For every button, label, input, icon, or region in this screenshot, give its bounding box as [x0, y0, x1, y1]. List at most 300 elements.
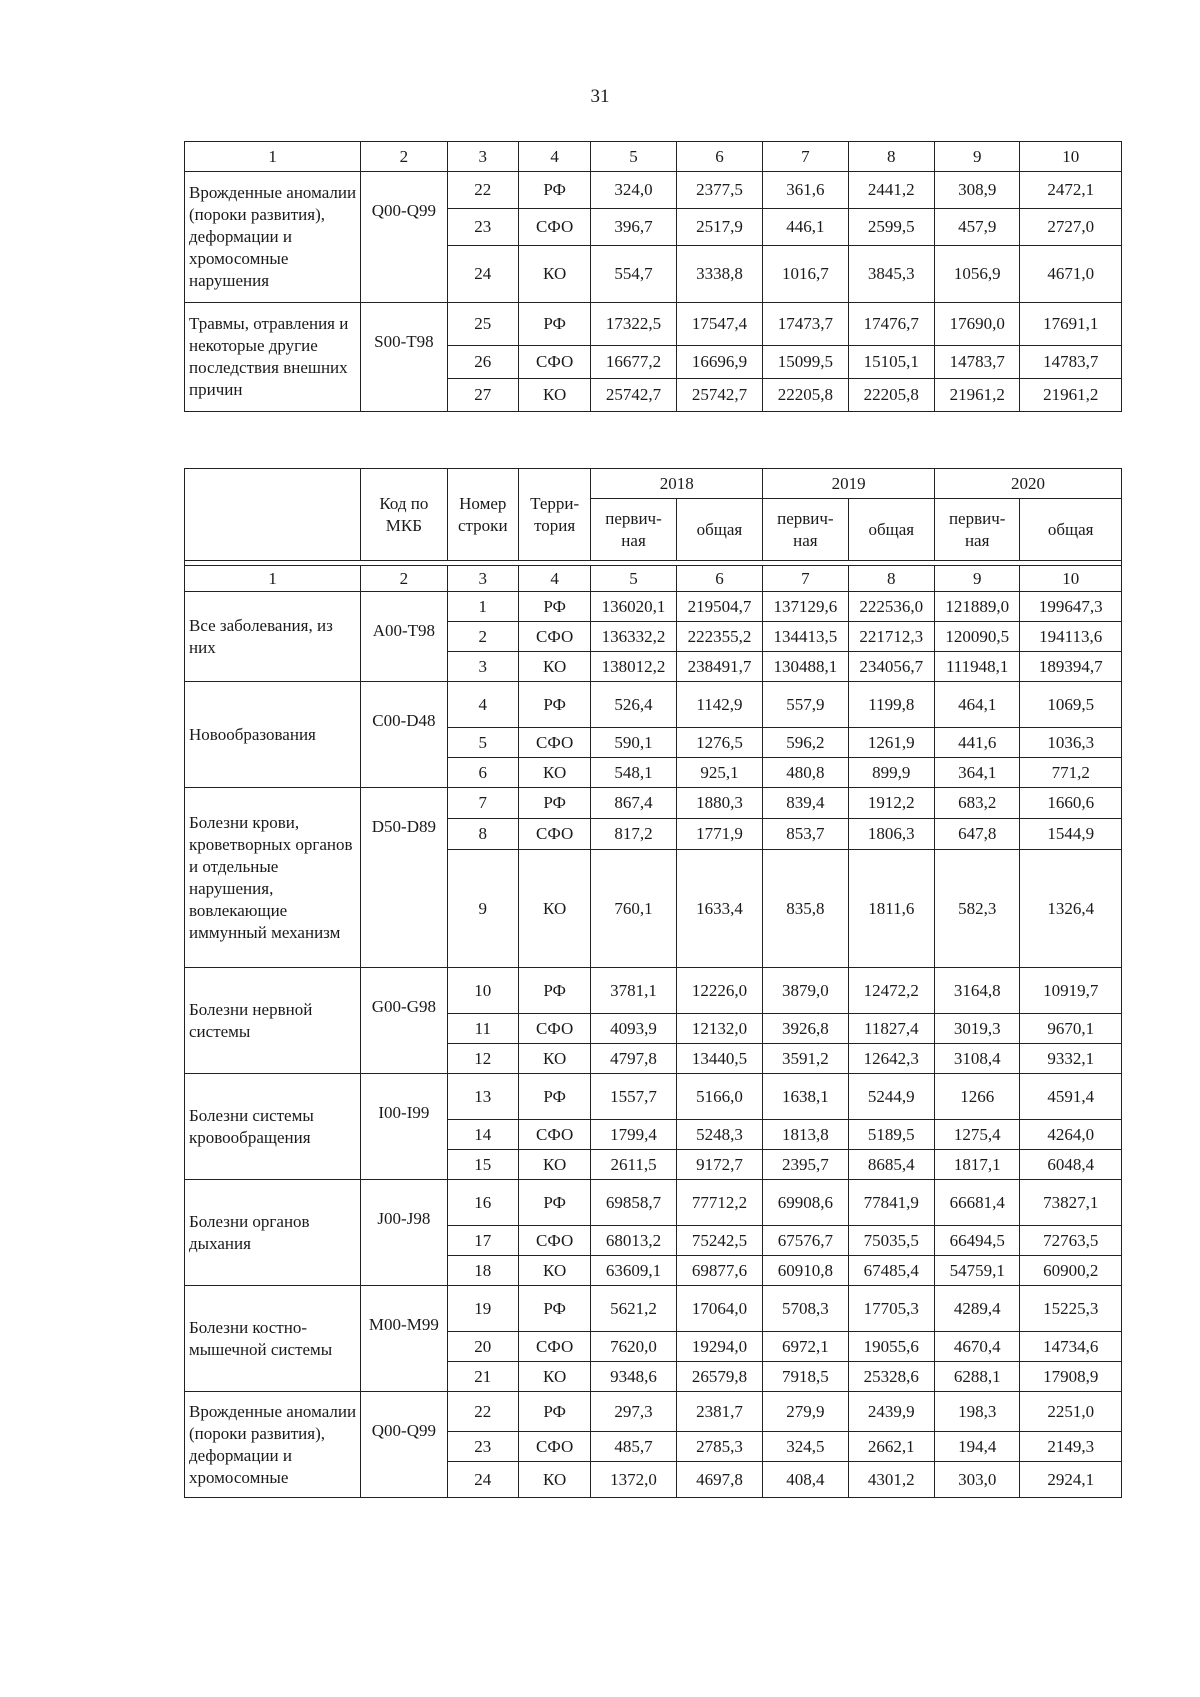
column-number-6: 6 [676, 142, 762, 172]
column-number-1: 1 [185, 566, 361, 592]
value-cell: 130488,1 [763, 652, 848, 682]
value-cell: 16696,9 [676, 346, 762, 379]
value-cell: 75242,5 [676, 1226, 762, 1256]
column-number-4: 4 [518, 142, 590, 172]
value-cell: 2441,2 [848, 172, 934, 209]
value-cell: 137129,6 [763, 592, 848, 622]
value-cell: 408,4 [763, 1462, 848, 1498]
header-year-2020: 2020 [935, 469, 1122, 499]
value-cell: 15099,5 [763, 346, 848, 379]
value-cell: 361,6 [763, 172, 848, 209]
disease-name: Болезни системы кровообращения [185, 1074, 361, 1180]
value-cell: 1266 [935, 1074, 1020, 1120]
value-cell: 590,1 [591, 728, 676, 758]
value-cell: 853,7 [763, 819, 848, 850]
territory: КО [518, 246, 590, 303]
line-number: 5 [447, 728, 518, 758]
value-cell: 760,1 [591, 850, 676, 968]
territory: СФО [518, 1432, 590, 1462]
value-cell: 526,4 [591, 682, 676, 728]
table-row [185, 172, 1122, 209]
territory: СФО [518, 209, 590, 246]
value-cell: 3164,8 [935, 968, 1020, 1014]
icd-code: A00-T98 [361, 592, 447, 682]
value-cell: 548,1 [591, 758, 676, 788]
value-cell: 17322,5 [591, 303, 676, 346]
line-number: 16 [447, 1180, 518, 1226]
value-cell: 1544,9 [1020, 819, 1122, 850]
value-cell: 12226,0 [676, 968, 762, 1014]
column-number-row [185, 566, 1122, 592]
value-cell: 189394,7 [1020, 652, 1122, 682]
disease-name: Врожденные аномалии (пороки развития), деформации и хромосомные [185, 1392, 361, 1498]
value-cell: 2149,3 [1020, 1432, 1122, 1462]
value-cell: 194,4 [935, 1432, 1020, 1462]
value-cell: 1811,6 [848, 850, 934, 968]
value-cell: 2662,1 [848, 1432, 934, 1462]
table-row [185, 1180, 1122, 1226]
value-cell: 19055,6 [848, 1332, 934, 1362]
line-number: 3 [447, 652, 518, 682]
value-cell: 683,2 [935, 788, 1020, 819]
column-number-1: 1 [185, 142, 361, 172]
value-cell: 12642,3 [848, 1044, 934, 1074]
value-cell: 480,8 [763, 758, 848, 788]
value-cell: 554,7 [591, 246, 676, 303]
value-cell: 557,9 [763, 682, 848, 728]
territory: КО [518, 379, 590, 412]
territory: РФ [518, 1180, 590, 1226]
value-cell: 21961,2 [935, 379, 1020, 412]
territory: СФО [518, 1332, 590, 1362]
territory: СФО [518, 622, 590, 652]
territory: СФО [518, 346, 590, 379]
value-cell: 111948,1 [935, 652, 1020, 682]
value-cell: 1036,3 [1020, 728, 1122, 758]
value-cell: 464,1 [935, 682, 1020, 728]
value-cell: 324,5 [763, 1432, 848, 1462]
column-number-8: 8 [848, 142, 934, 172]
territory: КО [518, 1044, 590, 1074]
value-cell: 3926,8 [763, 1014, 848, 1044]
value-cell: 4670,4 [935, 1332, 1020, 1362]
value-cell: 1638,1 [763, 1074, 848, 1120]
value-cell: 279,9 [763, 1392, 848, 1432]
value-cell: 5189,5 [848, 1120, 934, 1150]
value-cell: 2785,3 [676, 1432, 762, 1462]
value-cell: 3108,4 [935, 1044, 1020, 1074]
value-cell: 238491,7 [676, 652, 762, 682]
value-cell: 308,9 [935, 172, 1020, 209]
value-cell: 6972,1 [763, 1332, 848, 1362]
territory: РФ [518, 682, 590, 728]
value-cell: 17476,7 [848, 303, 934, 346]
value-cell: 60900,2 [1020, 1256, 1122, 1286]
value-cell: 5244,9 [848, 1074, 934, 1120]
column-number-2: 2 [361, 566, 447, 592]
value-cell: 17705,3 [848, 1286, 934, 1332]
value-cell: 1069,5 [1020, 682, 1122, 728]
table-row [185, 592, 1122, 622]
disease-name: Болезни костно-мышечной системы [185, 1286, 361, 1392]
value-cell: 1660,6 [1020, 788, 1122, 819]
value-cell: 1557,7 [591, 1074, 676, 1120]
value-cell: 6288,1 [935, 1362, 1020, 1392]
value-cell: 1326,4 [1020, 850, 1122, 968]
line-number: 6 [447, 758, 518, 788]
disease-name: Болезни органов дыхания [185, 1180, 361, 1286]
line-number: 24 [447, 246, 518, 303]
line-number: 22 [447, 172, 518, 209]
value-cell: 199647,3 [1020, 592, 1122, 622]
value-cell: 25742,7 [676, 379, 762, 412]
value-cell: 817,2 [591, 819, 676, 850]
value-cell: 324,0 [591, 172, 676, 209]
value-cell: 6048,4 [1020, 1150, 1122, 1180]
value-cell: 2599,5 [848, 209, 934, 246]
line-number: 2 [447, 622, 518, 652]
header-icd-code: Код по МКБ [361, 469, 447, 561]
value-cell: 7620,0 [591, 1332, 676, 1362]
value-cell: 1276,5 [676, 728, 762, 758]
value-cell: 26579,8 [676, 1362, 762, 1392]
value-cell: 4093,9 [591, 1014, 676, 1044]
disease-name: Болезни крови, кроветворных органов и отдельные нарушения, вовлекающие иммунный механизм [185, 788, 361, 968]
value-cell: 5166,0 [676, 1074, 762, 1120]
value-cell: 3879,0 [763, 968, 848, 1014]
value-cell: 221712,3 [848, 622, 934, 652]
value-cell: 1372,0 [591, 1462, 676, 1498]
value-cell: 138012,2 [591, 652, 676, 682]
table-row [185, 682, 1122, 728]
value-cell: 8685,4 [848, 1150, 934, 1180]
column-number-8: 8 [848, 566, 934, 592]
table-row [185, 968, 1122, 1014]
value-cell: 17691,1 [1020, 303, 1122, 346]
value-cell: 75035,5 [848, 1226, 934, 1256]
line-number: 19 [447, 1286, 518, 1332]
value-cell: 72763,5 [1020, 1226, 1122, 1256]
value-cell: 457,9 [935, 209, 1020, 246]
value-cell: 222536,0 [848, 592, 934, 622]
column-number-3: 3 [447, 142, 518, 172]
line-number: 15 [447, 1150, 518, 1180]
line-number: 14 [447, 1120, 518, 1150]
territory: СФО [518, 1014, 590, 1044]
value-cell: 1799,4 [591, 1120, 676, 1150]
column-number-7: 7 [763, 566, 848, 592]
value-cell: 2727,0 [1020, 209, 1122, 246]
value-cell: 198,3 [935, 1392, 1020, 1432]
line-number: 22 [447, 1392, 518, 1432]
header-line-number: Номер строки [447, 469, 518, 561]
icd-code: J00-J98 [361, 1180, 447, 1286]
territory: КО [518, 1150, 590, 1180]
value-cell: 21961,2 [1020, 379, 1122, 412]
line-number: 27 [447, 379, 518, 412]
value-cell: 1275,4 [935, 1120, 1020, 1150]
value-cell: 9172,7 [676, 1150, 762, 1180]
column-number-10: 10 [1020, 142, 1122, 172]
line-number: 10 [447, 968, 518, 1014]
column-number-6: 6 [676, 566, 762, 592]
value-cell: 4301,2 [848, 1462, 934, 1498]
territory: КО [518, 652, 590, 682]
territory: РФ [518, 303, 590, 346]
value-cell: 582,3 [935, 850, 1020, 968]
value-cell: 17908,9 [1020, 1362, 1122, 1392]
line-number: 11 [447, 1014, 518, 1044]
column-number-row [185, 142, 1122, 172]
value-cell: 10919,7 [1020, 968, 1122, 1014]
value-cell: 17547,4 [676, 303, 762, 346]
table-row [185, 1074, 1122, 1120]
value-cell: 7918,5 [763, 1362, 848, 1392]
value-cell: 485,7 [591, 1432, 676, 1462]
value-cell: 2381,7 [676, 1392, 762, 1432]
value-cell: 925,1 [676, 758, 762, 788]
line-number: 7 [447, 788, 518, 819]
page-number: 31 [590, 86, 610, 107]
table-row [185, 788, 1122, 819]
value-cell: 69858,7 [591, 1180, 676, 1226]
header-total-2018: общая [676, 499, 762, 561]
value-cell: 69908,6 [763, 1180, 848, 1226]
value-cell: 441,6 [935, 728, 1020, 758]
value-cell: 69877,6 [676, 1256, 762, 1286]
territory: РФ [518, 788, 590, 819]
disease-name: Травмы, отравления и некоторые другие последствия внешних причин [185, 303, 361, 412]
column-number-10: 10 [1020, 566, 1122, 592]
value-cell: 2439,9 [848, 1392, 934, 1432]
line-number: 13 [447, 1074, 518, 1120]
line-number: 26 [447, 346, 518, 379]
column-number-9: 9 [935, 566, 1020, 592]
icd-code: Q00-Q99 [361, 1392, 447, 1498]
value-cell: 17064,0 [676, 1286, 762, 1332]
header-total-2019: общая [848, 499, 934, 561]
morbidity-table [184, 468, 1122, 1498]
value-cell: 3338,8 [676, 246, 762, 303]
value-cell: 4264,0 [1020, 1120, 1122, 1150]
value-cell: 835,8 [763, 850, 848, 968]
value-cell: 3781,1 [591, 968, 676, 1014]
value-cell: 4289,4 [935, 1286, 1020, 1332]
line-number: 21 [447, 1362, 518, 1392]
value-cell: 647,8 [935, 819, 1020, 850]
value-cell: 2472,1 [1020, 172, 1122, 209]
territory: РФ [518, 1074, 590, 1120]
value-cell: 19294,0 [676, 1332, 762, 1362]
value-cell: 5621,2 [591, 1286, 676, 1332]
header-disease-name [185, 469, 361, 561]
line-number: 18 [447, 1256, 518, 1286]
line-number: 17 [447, 1226, 518, 1256]
value-cell: 77841,9 [848, 1180, 934, 1226]
value-cell: 67576,7 [763, 1226, 848, 1256]
value-cell: 1880,3 [676, 788, 762, 819]
value-cell: 4797,8 [591, 1044, 676, 1074]
icd-code: S00-T98 [361, 303, 447, 412]
value-cell: 22205,8 [848, 379, 934, 412]
value-cell: 17473,7 [763, 303, 848, 346]
value-cell: 194113,6 [1020, 622, 1122, 652]
value-cell: 2517,9 [676, 209, 762, 246]
value-cell: 14783,7 [935, 346, 1020, 379]
value-cell: 120090,5 [935, 622, 1020, 652]
territory: КО [518, 1462, 590, 1498]
line-number: 24 [447, 1462, 518, 1498]
value-cell: 22205,8 [763, 379, 848, 412]
line-number: 12 [447, 1044, 518, 1074]
column-number-5: 5 [591, 566, 676, 592]
value-cell: 1817,1 [935, 1150, 1020, 1180]
value-cell: 4671,0 [1020, 246, 1122, 303]
continued-morbidity-table [184, 141, 1122, 412]
value-cell: 5248,3 [676, 1120, 762, 1150]
value-cell: 4697,8 [676, 1462, 762, 1498]
value-cell: 66681,4 [935, 1180, 1020, 1226]
line-number: 8 [447, 819, 518, 850]
value-cell: 25328,6 [848, 1362, 934, 1392]
value-cell: 596,2 [763, 728, 848, 758]
table-1-body [185, 142, 1122, 412]
value-cell: 234056,7 [848, 652, 934, 682]
value-cell: 77712,2 [676, 1180, 762, 1226]
value-cell: 219504,7 [676, 592, 762, 622]
icd-code: I00-I99 [361, 1074, 447, 1180]
value-cell: 63609,1 [591, 1256, 676, 1286]
icd-code: D50-D89 [361, 788, 447, 968]
line-number: 9 [447, 850, 518, 968]
value-cell: 1056,9 [935, 246, 1020, 303]
column-number-3: 3 [447, 566, 518, 592]
value-cell: 1633,4 [676, 850, 762, 968]
territory: РФ [518, 1286, 590, 1332]
line-number: 23 [447, 1432, 518, 1462]
disease-name: Новообразования [185, 682, 361, 788]
value-cell: 297,3 [591, 1392, 676, 1432]
value-cell: 1806,3 [848, 819, 934, 850]
territory: КО [518, 1256, 590, 1286]
table-row [185, 1286, 1122, 1332]
disease-name: Болезни нервной системы [185, 968, 361, 1074]
value-cell: 25742,7 [591, 379, 676, 412]
column-number-4: 4 [518, 566, 590, 592]
value-cell: 13440,5 [676, 1044, 762, 1074]
value-cell: 3845,3 [848, 246, 934, 303]
value-cell: 14734,6 [1020, 1332, 1122, 1362]
territory: СФО [518, 819, 590, 850]
value-cell: 68013,2 [591, 1226, 676, 1256]
value-cell: 446,1 [763, 209, 848, 246]
header-year-2019: 2019 [763, 469, 935, 499]
column-number-9: 9 [935, 142, 1020, 172]
disease-name: Врожденные аномалии (пороки развития), деформации и хромосомные нарушения [185, 172, 361, 303]
value-cell: 1261,9 [848, 728, 934, 758]
value-cell: 2611,5 [591, 1150, 676, 1180]
value-cell: 16677,2 [591, 346, 676, 379]
value-cell: 1813,8 [763, 1120, 848, 1150]
value-cell: 1016,7 [763, 246, 848, 303]
value-cell: 17690,0 [935, 303, 1020, 346]
table-row [185, 303, 1122, 346]
table-2-header [185, 469, 1122, 561]
value-cell: 396,7 [591, 209, 676, 246]
value-cell: 15225,3 [1020, 1286, 1122, 1332]
value-cell: 1771,9 [676, 819, 762, 850]
value-cell: 12472,2 [848, 968, 934, 1014]
value-cell: 11827,4 [848, 1014, 934, 1044]
value-cell: 3019,3 [935, 1014, 1020, 1044]
value-cell: 1142,9 [676, 682, 762, 728]
value-cell: 121889,0 [935, 592, 1020, 622]
value-cell: 899,9 [848, 758, 934, 788]
column-number-7: 7 [763, 142, 848, 172]
header-territory: Терри-тория [518, 469, 590, 561]
territory: РФ [518, 172, 590, 209]
value-cell: 2377,5 [676, 172, 762, 209]
territory: КО [518, 758, 590, 788]
value-cell: 4591,4 [1020, 1074, 1122, 1120]
header-primary-2020: первич-ная [935, 499, 1020, 561]
value-cell: 222355,2 [676, 622, 762, 652]
value-cell: 1912,2 [848, 788, 934, 819]
value-cell: 14783,7 [1020, 346, 1122, 379]
value-cell: 839,4 [763, 788, 848, 819]
line-number: 25 [447, 303, 518, 346]
value-cell: 9348,6 [591, 1362, 676, 1392]
value-cell: 54759,1 [935, 1256, 1020, 1286]
value-cell: 9332,1 [1020, 1044, 1122, 1074]
line-number: 1 [447, 592, 518, 622]
value-cell: 134413,5 [763, 622, 848, 652]
value-cell: 1199,8 [848, 682, 934, 728]
territory: СФО [518, 1226, 590, 1256]
icd-code: G00-G98 [361, 968, 447, 1074]
header-primary-2018: первич-ная [591, 499, 676, 561]
value-cell: 136332,2 [591, 622, 676, 652]
value-cell: 303,0 [935, 1462, 1020, 1498]
value-cell: 364,1 [935, 758, 1020, 788]
icd-code: M00-M99 [361, 1286, 447, 1392]
value-cell: 66494,5 [935, 1226, 1020, 1256]
value-cell: 60910,8 [763, 1256, 848, 1286]
value-cell: 136020,1 [591, 592, 676, 622]
header-total-2020: общая [1020, 499, 1122, 561]
value-cell: 73827,1 [1020, 1180, 1122, 1226]
value-cell: 867,4 [591, 788, 676, 819]
line-number: 4 [447, 682, 518, 728]
icd-code: C00-D48 [361, 682, 447, 788]
value-cell: 2395,7 [763, 1150, 848, 1180]
value-cell: 5708,3 [763, 1286, 848, 1332]
value-cell: 771,2 [1020, 758, 1122, 788]
line-number: 23 [447, 209, 518, 246]
value-cell: 12132,0 [676, 1014, 762, 1044]
table-row [185, 1392, 1122, 1432]
disease-name: Все заболевания, из них [185, 592, 361, 682]
value-cell: 15105,1 [848, 346, 934, 379]
column-number-5: 5 [591, 142, 676, 172]
territory: СФО [518, 1120, 590, 1150]
header-year-2018: 2018 [591, 469, 763, 499]
territory: СФО [518, 728, 590, 758]
territory: РФ [518, 1392, 590, 1432]
line-number: 20 [447, 1332, 518, 1362]
territory: КО [518, 850, 590, 968]
header-primary-2019: первич-ная [763, 499, 848, 561]
